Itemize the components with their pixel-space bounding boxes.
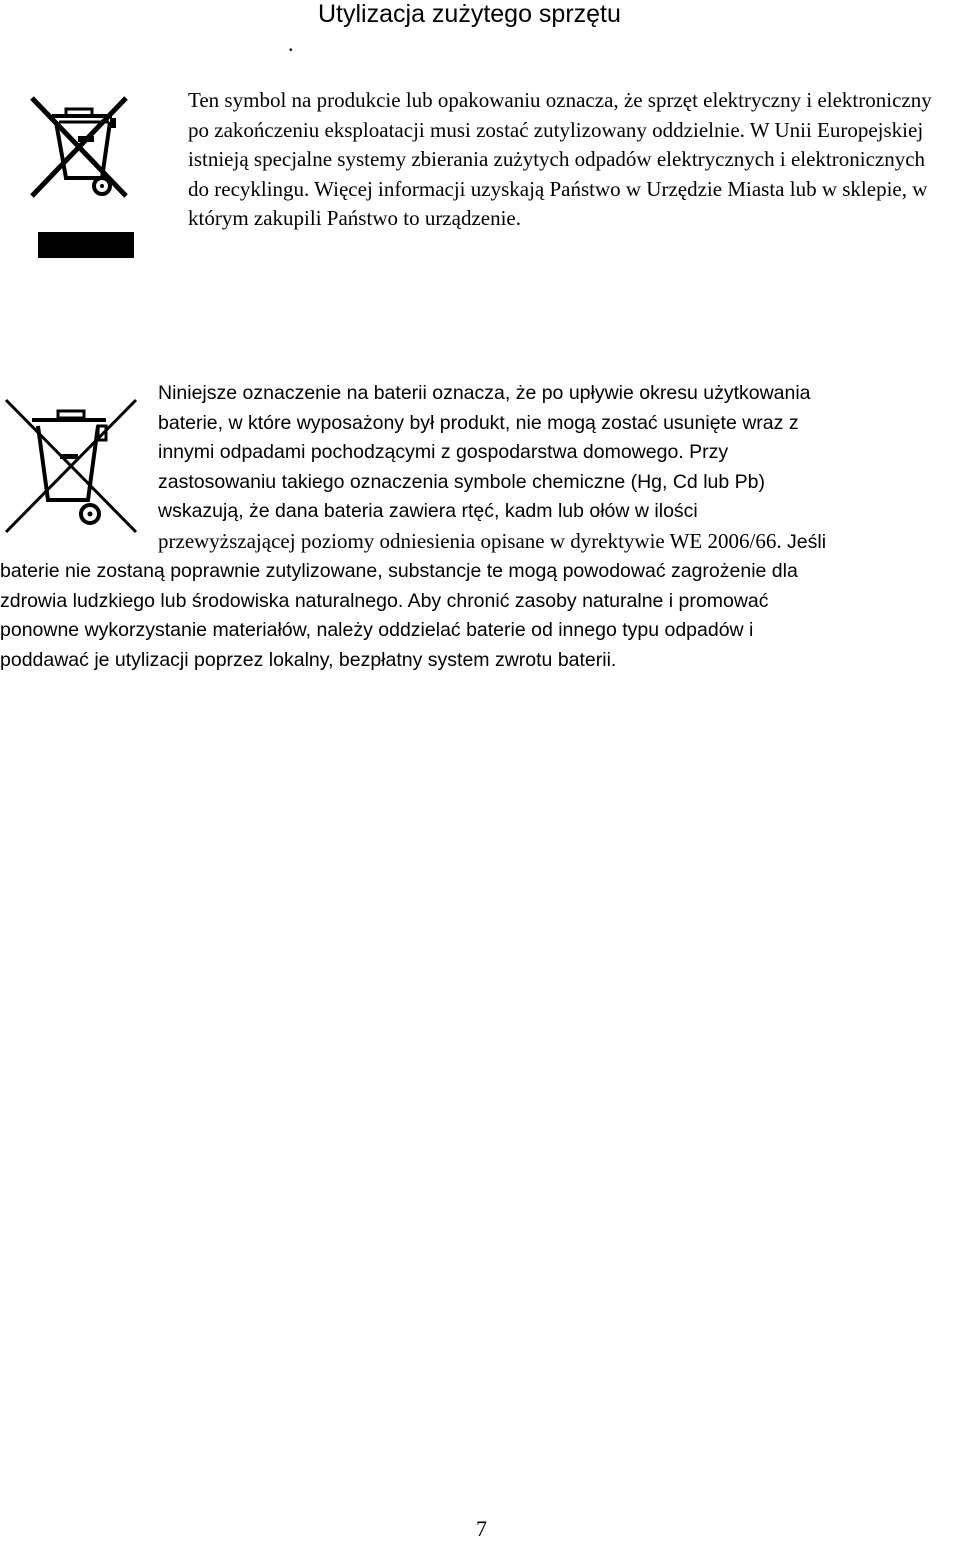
page-number: 7 — [476, 1516, 487, 1541]
battery-continuation-line: ponowne wykorzystanie materiałów, należy oddzielać baterie od innego typu odpadów i — [0, 619, 754, 641]
battery-line: zastosowaniu takiego oznaczenia symbole chemiczne (Hg, Cd lub Pb) — [158, 470, 765, 493]
battery-continuation-line: baterie nie zostaną poprawnie zutylizowane, substancje te mogą powodować zagrożenie dla — [0, 560, 798, 582]
battery-line: Niniejsze oznaczenie na baterii oznacza, że po upływie okresu użytkowania — [158, 382, 811, 404]
weee-paragraph: Ten symbol na produkcie lub opakowaniu oznacza, że sprzęt elektryczny i elektroniczny po zakończeniu eksploatacji musi zostać zutylizowany oddzielnie. W Unii Europejskiej istnieją specjalne systemy zbierania zużytych odpadów elektrycznych i elektronicznych do recyklingu. Więcej informacji uzyskają Państwo w Urzędzie Miasta lub w sklepie, w którym zakupili Państwo to urządzenie. — [188, 88, 932, 230]
page-title: Utylizacja zużytego sprzętu — [318, 0, 621, 28]
battery-line: wskazują, że dana bateria zawiera rtęć, kadm lub ołów w ilości — [158, 500, 698, 522]
battery-continuation-line: zdrowia ludzkiego lub środowiska naturalnego. Aby chronić zasoby naturalne i promować — [0, 589, 769, 612]
battery-line-directive — [0, 527, 960, 558]
crossed-out-wheelie-bin-with-bar-icon — [26, 92, 138, 260]
battery-paragraph — [0, 379, 960, 675]
battery-line: innymi odpadami pochodzącymi z gospodarstwa domowego. Przy — [158, 441, 729, 463]
battery-line-directive-text: przewyższającej poziomy odniesienia opisane w dyrektywie WE 2006/66. — [158, 528, 782, 553]
stray-dot: . — [288, 31, 294, 56]
battery-continuation-line: poddawać je utylizacji poprzez lokalny, bezpłatny system zwrotu baterii. — [0, 648, 617, 671]
battery-line: baterie, w które wyposażony był produkt, nie mogą zostać usunięte wraz z — [158, 411, 799, 434]
battery-section — [0, 379, 960, 675]
battery-line-directive-tail: Jeśli — [781, 530, 827, 553]
